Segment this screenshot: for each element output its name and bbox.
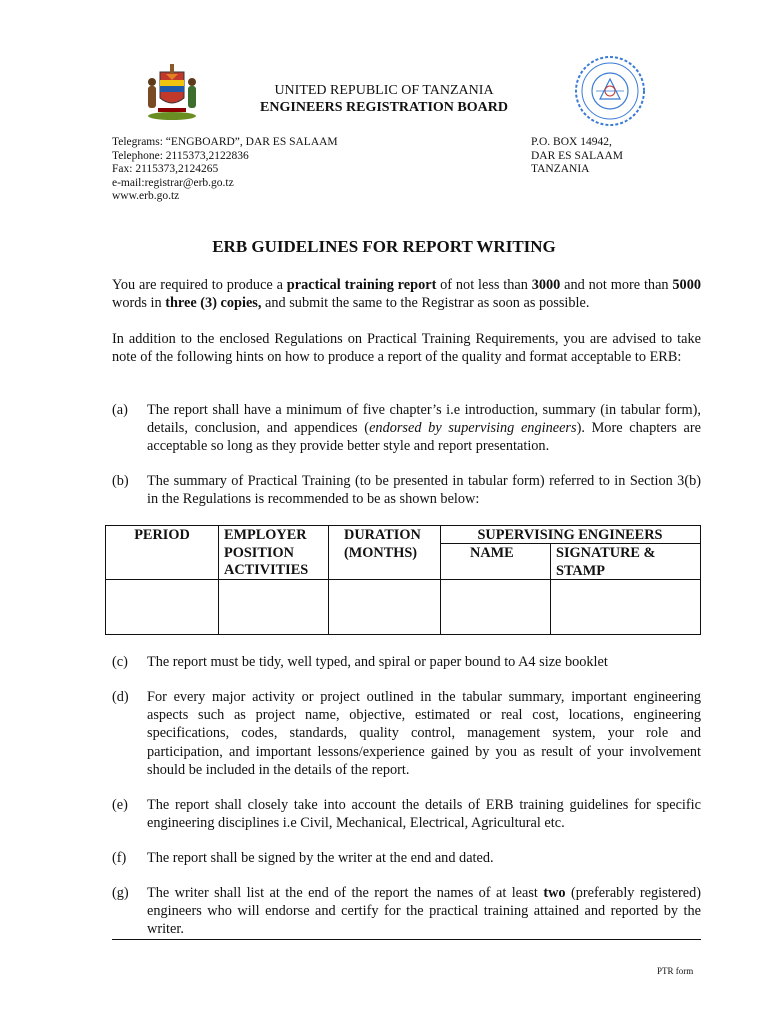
contact-block — [112, 136, 338, 204]
list-item-b — [112, 472, 701, 508]
intro-text: words in — [112, 295, 166, 312]
intro-text: and submit the same to the Registrar as soon as possible. — [261, 295, 590, 312]
list-text: The summary of Practical Training (to be presented in tabular form) referred to in Section 3(b) in the Regulations is recommended to be as shown below: — [147, 473, 701, 508]
table-header-employer — [224, 527, 308, 580]
table-header-name: NAME — [470, 545, 514, 561]
address-block — [531, 136, 623, 177]
list-text-part: (preferably registered) engineers who will endorse and certify for the practical training attained and reported by the writer. — [147, 885, 701, 938]
table-header-line: ACTIVITIES — [224, 562, 309, 578]
list-text-part: ). More chapters are acceptable so long as they provide better style and report presentation. — [147, 420, 702, 455]
table-header-line: POSITION — [224, 544, 294, 561]
list-label: (a) — [112, 402, 128, 418]
header-board-name: ENGINEERS REGISTRATION BOARD — [260, 100, 508, 115]
list-text-bold: two — [543, 885, 566, 901]
intro-emphasis: practical training report — [286, 277, 437, 293]
document-title: ERB GUIDELINES FOR REPORT WRITING — [212, 237, 556, 256]
intro-paragraph-2: In addition to the enclosed Regulations on Practical Training Requirements, you are advised to take note of the following hints on how to produce a report of the quality and format acceptable to ERB: — [112, 331, 701, 366]
contact-telegrams: Telegrams: “ENGBOARD”, DAR ES SALAAM — [112, 136, 338, 148]
list-text: For every major activity or project outlined in the tabular summary, important engineering aspects such as project name, objective, estimated or real cost, locations, engineering specifications, codes, standards, quality control, management system, your role and participation, and important lessons/experience gained by you as result of your involvement should be included in the details of the report. — [147, 689, 701, 778]
list-text-part: The writer shall list at the end of the report the names of at least — [147, 885, 544, 901]
list-text: The report shall be signed by the writer at the end and dated. — [147, 850, 494, 866]
list-item-d — [112, 688, 701, 779]
table-header-line: SIGNATURE & — [556, 545, 656, 561]
list-text: The report shall closely take into account the details of ERB training guidelines for specific engineering disciplines i.e Civil, Mechanical, Electrical, Agricultural etc. — [147, 797, 701, 832]
contact-website: www.erb.go.tz — [112, 190, 180, 203]
erb-seal-icon — [574, 55, 646, 127]
footer-divider — [112, 939, 701, 940]
table-header-line: EMPLOYER — [224, 527, 307, 543]
intro-copies: three (3) copies, — [165, 295, 262, 312]
list-label: (c) — [112, 654, 128, 670]
intro-text: of not less than — [436, 277, 532, 293]
list-text-part: The report shall have a minimum of five chapter’s i.e introduction, summary (in tabular form), details, conclusion, and appendices ( — [147, 402, 701, 437]
intro-max-words: 5000 — [672, 277, 701, 293]
footer-form-label: PTR form — [657, 966, 694, 976]
training-summary-table — [105, 525, 701, 635]
list-label: (f) — [112, 850, 127, 866]
list-item-f — [112, 849, 701, 867]
table-header-line: STAMP — [556, 562, 605, 579]
list-item-e — [112, 796, 701, 832]
list-label: (d) — [112, 689, 129, 705]
address-city: DAR ES SALAAM — [531, 149, 624, 162]
intro-min-words: 3000 — [531, 277, 561, 293]
contact-telephone: Telephone: 2115373,2122836 — [112, 149, 249, 162]
contact-fax: Fax: 2115373,2124265 — [112, 163, 219, 176]
address-country: TANZANIA — [531, 163, 590, 176]
list-item-g — [112, 884, 701, 939]
list-label: (b) — [112, 473, 129, 489]
table-header-supervising: SUPERVISING ENGINEERS — [477, 527, 663, 543]
table-header-signature — [556, 545, 655, 580]
list-item-a — [112, 401, 701, 456]
table-header-line: DURATION — [344, 527, 421, 543]
table-header-period: PERIOD — [134, 527, 190, 543]
contact-email: e-mail:registrar@erb.go.tz — [112, 176, 234, 189]
list-text — [147, 884, 701, 939]
table-header-duration — [344, 527, 421, 562]
list-label: (g) — [112, 885, 129, 901]
intro-paragraph-1 — [112, 276, 701, 312]
header-republic-name: UNITED REPUBLIC OF TANZANIA — [274, 83, 494, 98]
intro-text: and not more than — [560, 277, 673, 293]
list-label: (e) — [112, 797, 128, 813]
intro-text: You are required to produce a — [112, 277, 287, 293]
list-text: The report must be tidy, well typed, and spiral or paper bound to A4 size booklet — [147, 654, 608, 670]
list-text-italic: endorsed by supervising engineers — [369, 420, 577, 437]
list-item-c — [112, 653, 701, 671]
table-header-line: (MONTHS) — [344, 544, 418, 561]
address-po-box: P.O. BOX 14942, — [531, 136, 612, 148]
list-text — [147, 401, 701, 456]
